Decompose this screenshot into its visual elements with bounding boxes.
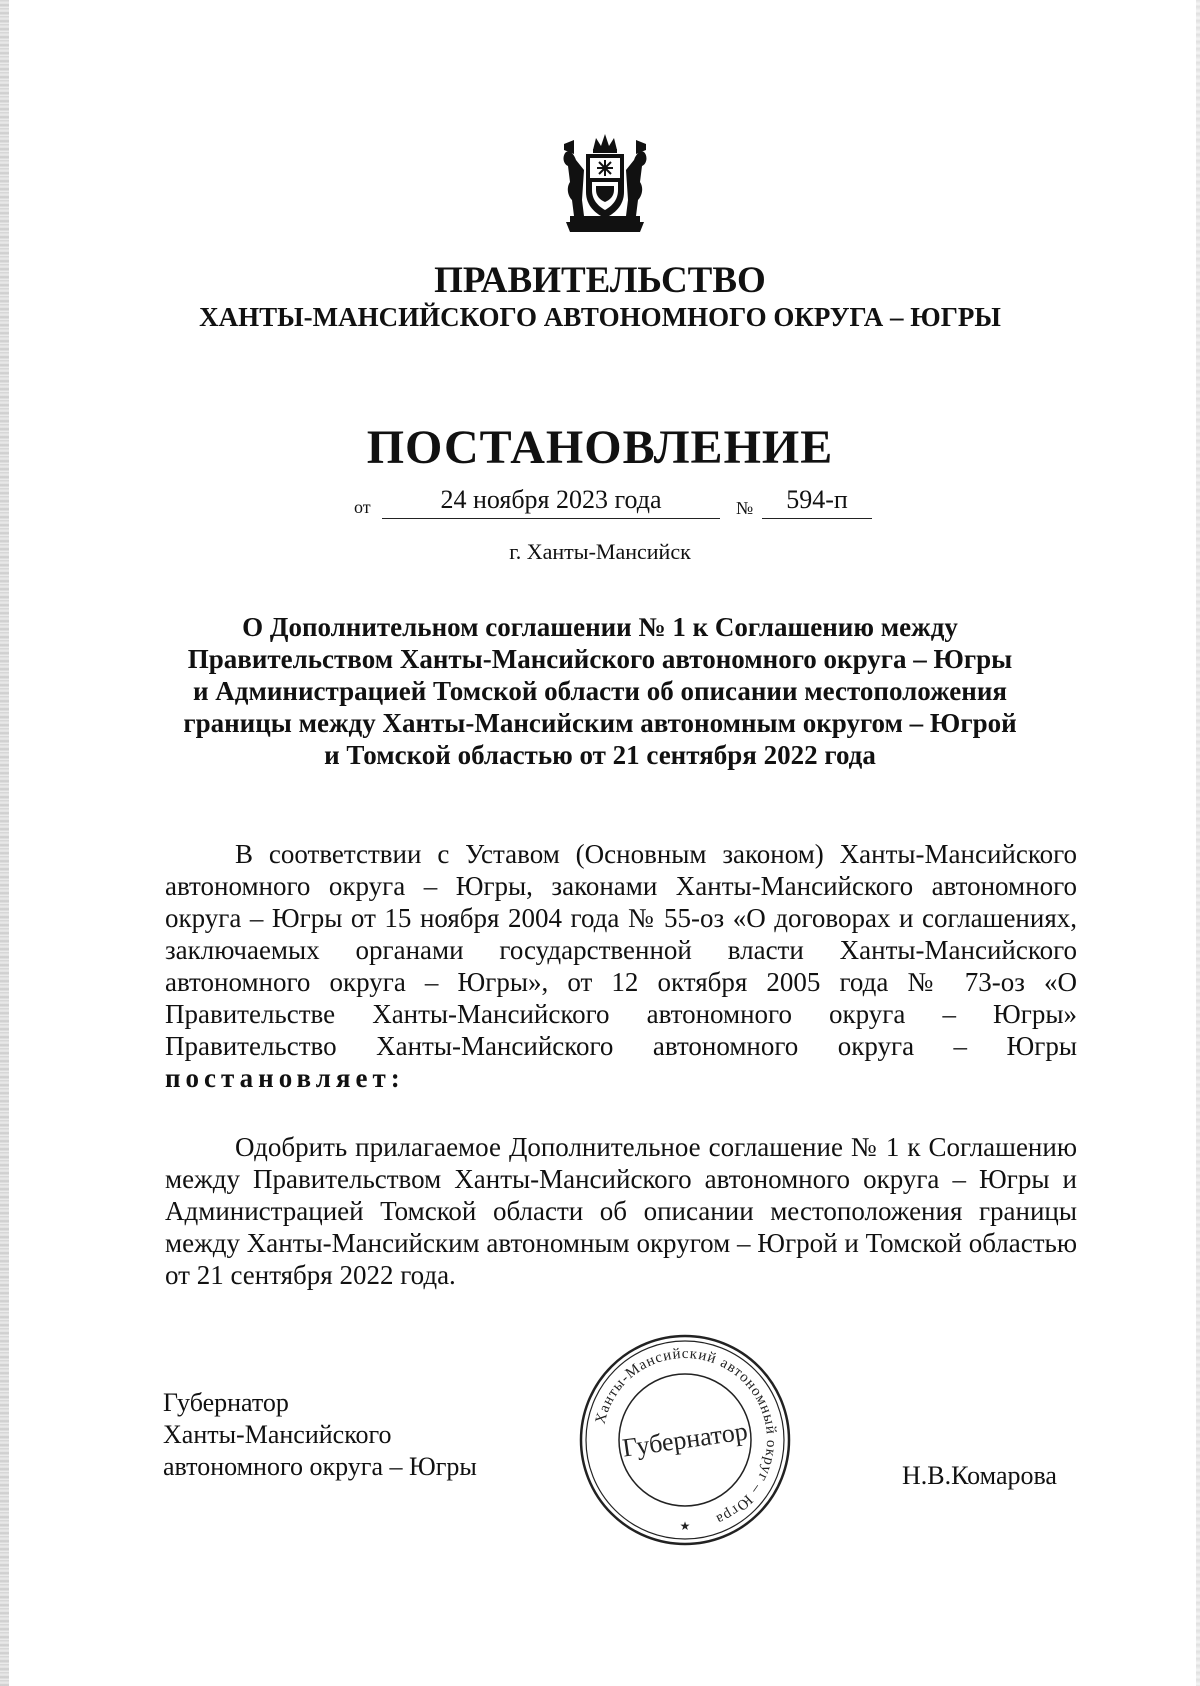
scan-edge-left [0, 0, 9, 1686]
subject-line: О Дополнительном соглашении № 1 к Соглашению между [242, 612, 958, 642]
signer-title [163, 1387, 477, 1483]
city: г. Ханты-Мансийск [509, 539, 691, 564]
preamble-text: В соответствии с Уставом (Основным законом) Ханты-Мансийского автономного округа – Югры, законами Ханты-Мансийского автономного округа – Югры от 15 ноября 2004 года № 55-оз «О договорах и соглашениях, заключаемых органами государственной власти Ханты-Мансийского автономного округа – Югры», от 12 октября 2005 года № 73-оз «О Правительстве Ханты-Мансийского автономного округа – Югры» Правительство Ханты-Мансийского автономного округа – Югры [165, 839, 1077, 1061]
resolves-word: постановляет: [165, 1063, 405, 1093]
date-number-row [0, 484, 1200, 524]
signer-title-line: Губернатор [163, 1388, 289, 1417]
number-prefix: № [736, 498, 754, 518]
document-number: 594-п [762, 484, 872, 519]
region-title: ХАНТЫ-МАНСИЙСКОГО АВТОНОМНОГО ОКРУГА – ЮГРЫ [199, 302, 1001, 332]
government-title: ПРАВИТЕЛЬСТВО [434, 260, 766, 301]
scan-edge-right [1196, 0, 1200, 1686]
svg-text:Губернатор: Губернатор [620, 1416, 750, 1463]
signer-title-line: автономного округа – Югры [163, 1452, 477, 1481]
document-type: ПОСТАНОВЛЕНИЕ [366, 421, 834, 474]
date-prefix: от [354, 497, 371, 517]
operative-paragraph: Одобрить прилагаемое Дополнительное соглашение № 1 к Соглашению между Правительством Ханты-Мансийского автономного округа – Югры и Администрацией Томской области об описании местоположения границы между Ханты-Мансийским автономным округом – Югрой и Томской областью от 21 сентября 2022 года. [165, 1132, 1077, 1290]
document-date: 24 ноября 2023 года [382, 484, 720, 519]
subject-line: Правительством Ханты-Мансийского автономного округа – Югры [187, 644, 1013, 674]
signer-name: Н.В.Комарова [902, 1461, 1057, 1490]
subject-line: и Администрацией Томской области об описании местоположения [192, 676, 1007, 706]
signer-title-line: Ханты-Мансийского [163, 1420, 392, 1449]
document-subject [150, 611, 1050, 771]
subject-line: границы между Ханты-Мансийским автономным округом – Югрой [183, 708, 1017, 738]
svg-text:★: ★ [679, 1519, 691, 1533]
svg-text:Ханты-Мансийский автономный ок: Ханты-Мансийский автономный округ – Югра [592, 1345, 780, 1528]
subject-line: и Томской областью от 21 сентября 2022 года [324, 740, 876, 770]
preamble-paragraph [165, 838, 1077, 1094]
round-stamp-icon [575, 1330, 795, 1550]
coat-of-arms-icon [560, 130, 650, 234]
